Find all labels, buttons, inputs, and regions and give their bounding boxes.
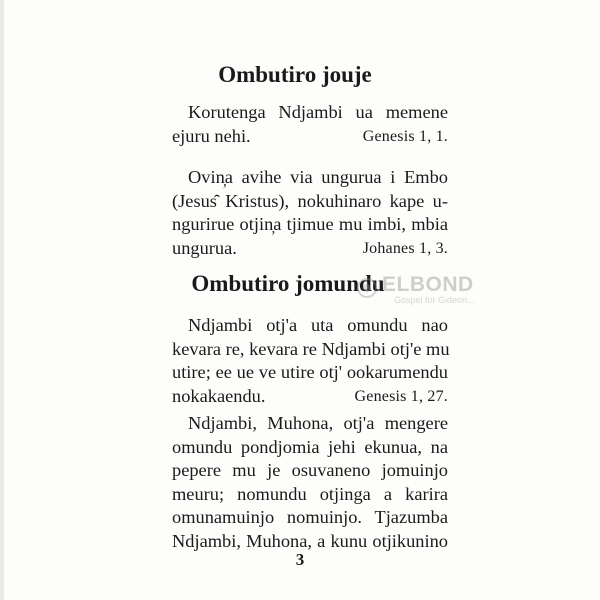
verse-line: omundu pondjomia jehi ekunua, na — [172, 436, 448, 457]
verse-line: kevara re, kevara re Ndjambi otj'e mu — [172, 338, 450, 359]
verse-paragraph-john-1-3 — [172, 166, 448, 260]
section-heading-creation: Ombutiro jouje — [218, 62, 372, 87]
verse-line-with-reference — [172, 125, 448, 149]
verse-line: (Jesus̑ Kristus), nokuhinaro kape u- — [172, 190, 448, 211]
section-heading-man: Ombutiro jomundu — [191, 271, 385, 296]
verse-line: Ndjambi otj'a uta omundu nao — [188, 315, 448, 335]
watermark-tagline: Gospel for Gideon... — [394, 295, 475, 305]
verse-line: pepere mu je osuvaneno jomuinjo — [172, 460, 448, 480]
scripture-reference: Genesis 1, 1. — [362, 127, 448, 145]
scripture-reference: Johanes 1, 3. — [362, 239, 448, 257]
verse-paragraph-genesis-2-7 — [172, 412, 448, 553]
page-gutter-shadow — [0, 0, 4, 600]
verse-paragraph-genesis-1-27 — [172, 314, 448, 408]
watermark-brand: ELBOND — [382, 273, 474, 296]
verse-line: Ndjambi, Muhona, otj'a mengere — [188, 413, 448, 433]
verse-text: nokakaendu. — [172, 385, 266, 406]
verse-paragraph-genesis-1-1 — [172, 101, 448, 148]
page-number: 3 — [295, 550, 305, 569]
verse-line-with-reference — [172, 385, 448, 409]
verse-line: Korutenga Ndjambi ua memene — [188, 102, 448, 122]
verse-line: omunamuinjo nomuinjo. Tjazumba — [172, 507, 448, 527]
verse-line: ngurirue otjin̦a tjimue mu imbi, mbia — [172, 214, 448, 234]
verse-line: meuru; nomundu otjinga a karira — [172, 483, 448, 504]
verse-line-with-reference — [172, 237, 448, 261]
scripture-reference: Genesis 1, 27. — [354, 387, 448, 405]
verse-text: ungurua. — [172, 237, 237, 258]
verse-line: Ovin̦a avihe via ungurua i Embo — [188, 167, 448, 187]
verse-line: Ndjambi, Muhona, a kunu otjikunino — [172, 530, 448, 551]
verse-line: utire; ee ue ve utire otj' ookarumendu — [172, 362, 448, 382]
verse-text: ejuru nehi. — [172, 125, 251, 146]
